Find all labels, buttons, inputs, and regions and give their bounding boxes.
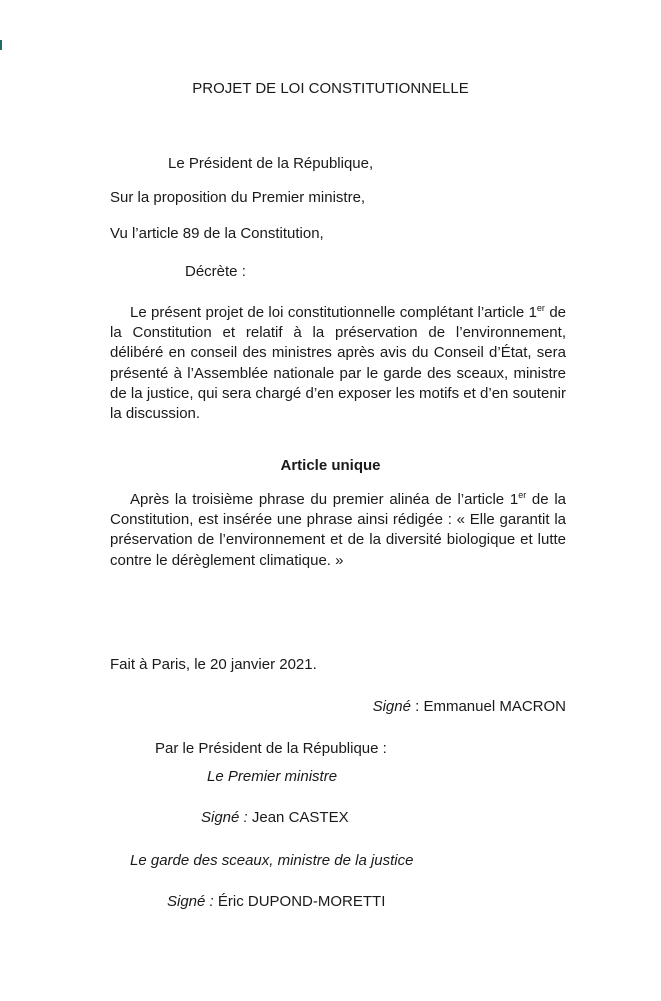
par-le-president: Par le Président de la République : (155, 740, 387, 757)
president-name: Emmanuel MACRON (423, 698, 566, 715)
pm-signature (201, 809, 349, 826)
article-text-start: Après la troisième phrase du premier alinéa de l’article 1 (130, 491, 519, 508)
signed-label: Signé : (201, 809, 248, 826)
article-text-end: de la Constitution, est insérée une phrase ainsi rédigée : « Elle garantit la préservation de l’environnement et de la diversité biologique et lutte contre le dérèglement climatique. » (110, 491, 566, 569)
signed-label: Signé : (167, 893, 214, 910)
preamble-decree: Décrète : (185, 263, 246, 280)
article-heading: Article unique (280, 457, 381, 474)
preamble-president: Le Président de la République, (168, 155, 374, 172)
article-superscript: er (518, 490, 527, 500)
signed-label: Signé (372, 698, 411, 715)
presentation-text-end: de la Constitution et relatif à la préservation de l’environnement, délibéré en conseil des ministres après avis du Conseil d’État, sera présenté à l’Assemblée nationale par le garde des sceaux, ministre de la justice, qui sera chargé d’en exposer les motifs et d’en soutenir la discussion. (110, 304, 566, 423)
page-title: PROJET DE LOI CONSTITUTIONNELLE (192, 80, 469, 97)
edge-mark (0, 40, 2, 50)
presentation-paragraph (110, 303, 566, 424)
signed-colon: : (410, 698, 424, 715)
presentation-text-start: Le présent projet de loi constitutionnelle complétant l’article 1 (130, 304, 537, 321)
preamble-proposal: Sur la proposition du Premier ministre, (110, 189, 366, 206)
article-paragraph (110, 490, 566, 571)
pm-title: Le Premier ministre (207, 768, 338, 785)
justice-name: Éric DUPOND-MORETTI (213, 893, 386, 910)
pm-name: Jean CASTEX (247, 809, 349, 826)
justice-title: Le garde des sceaux, ministre de la justice (130, 852, 414, 869)
place-date: Fait à Paris, le 20 janvier 2021. (110, 656, 317, 673)
justice-signature (167, 893, 385, 910)
president-signature (373, 698, 566, 715)
presentation-superscript: er (536, 303, 545, 313)
preamble-vu: Vu l’article 89 de la Constitution, (110, 225, 324, 242)
